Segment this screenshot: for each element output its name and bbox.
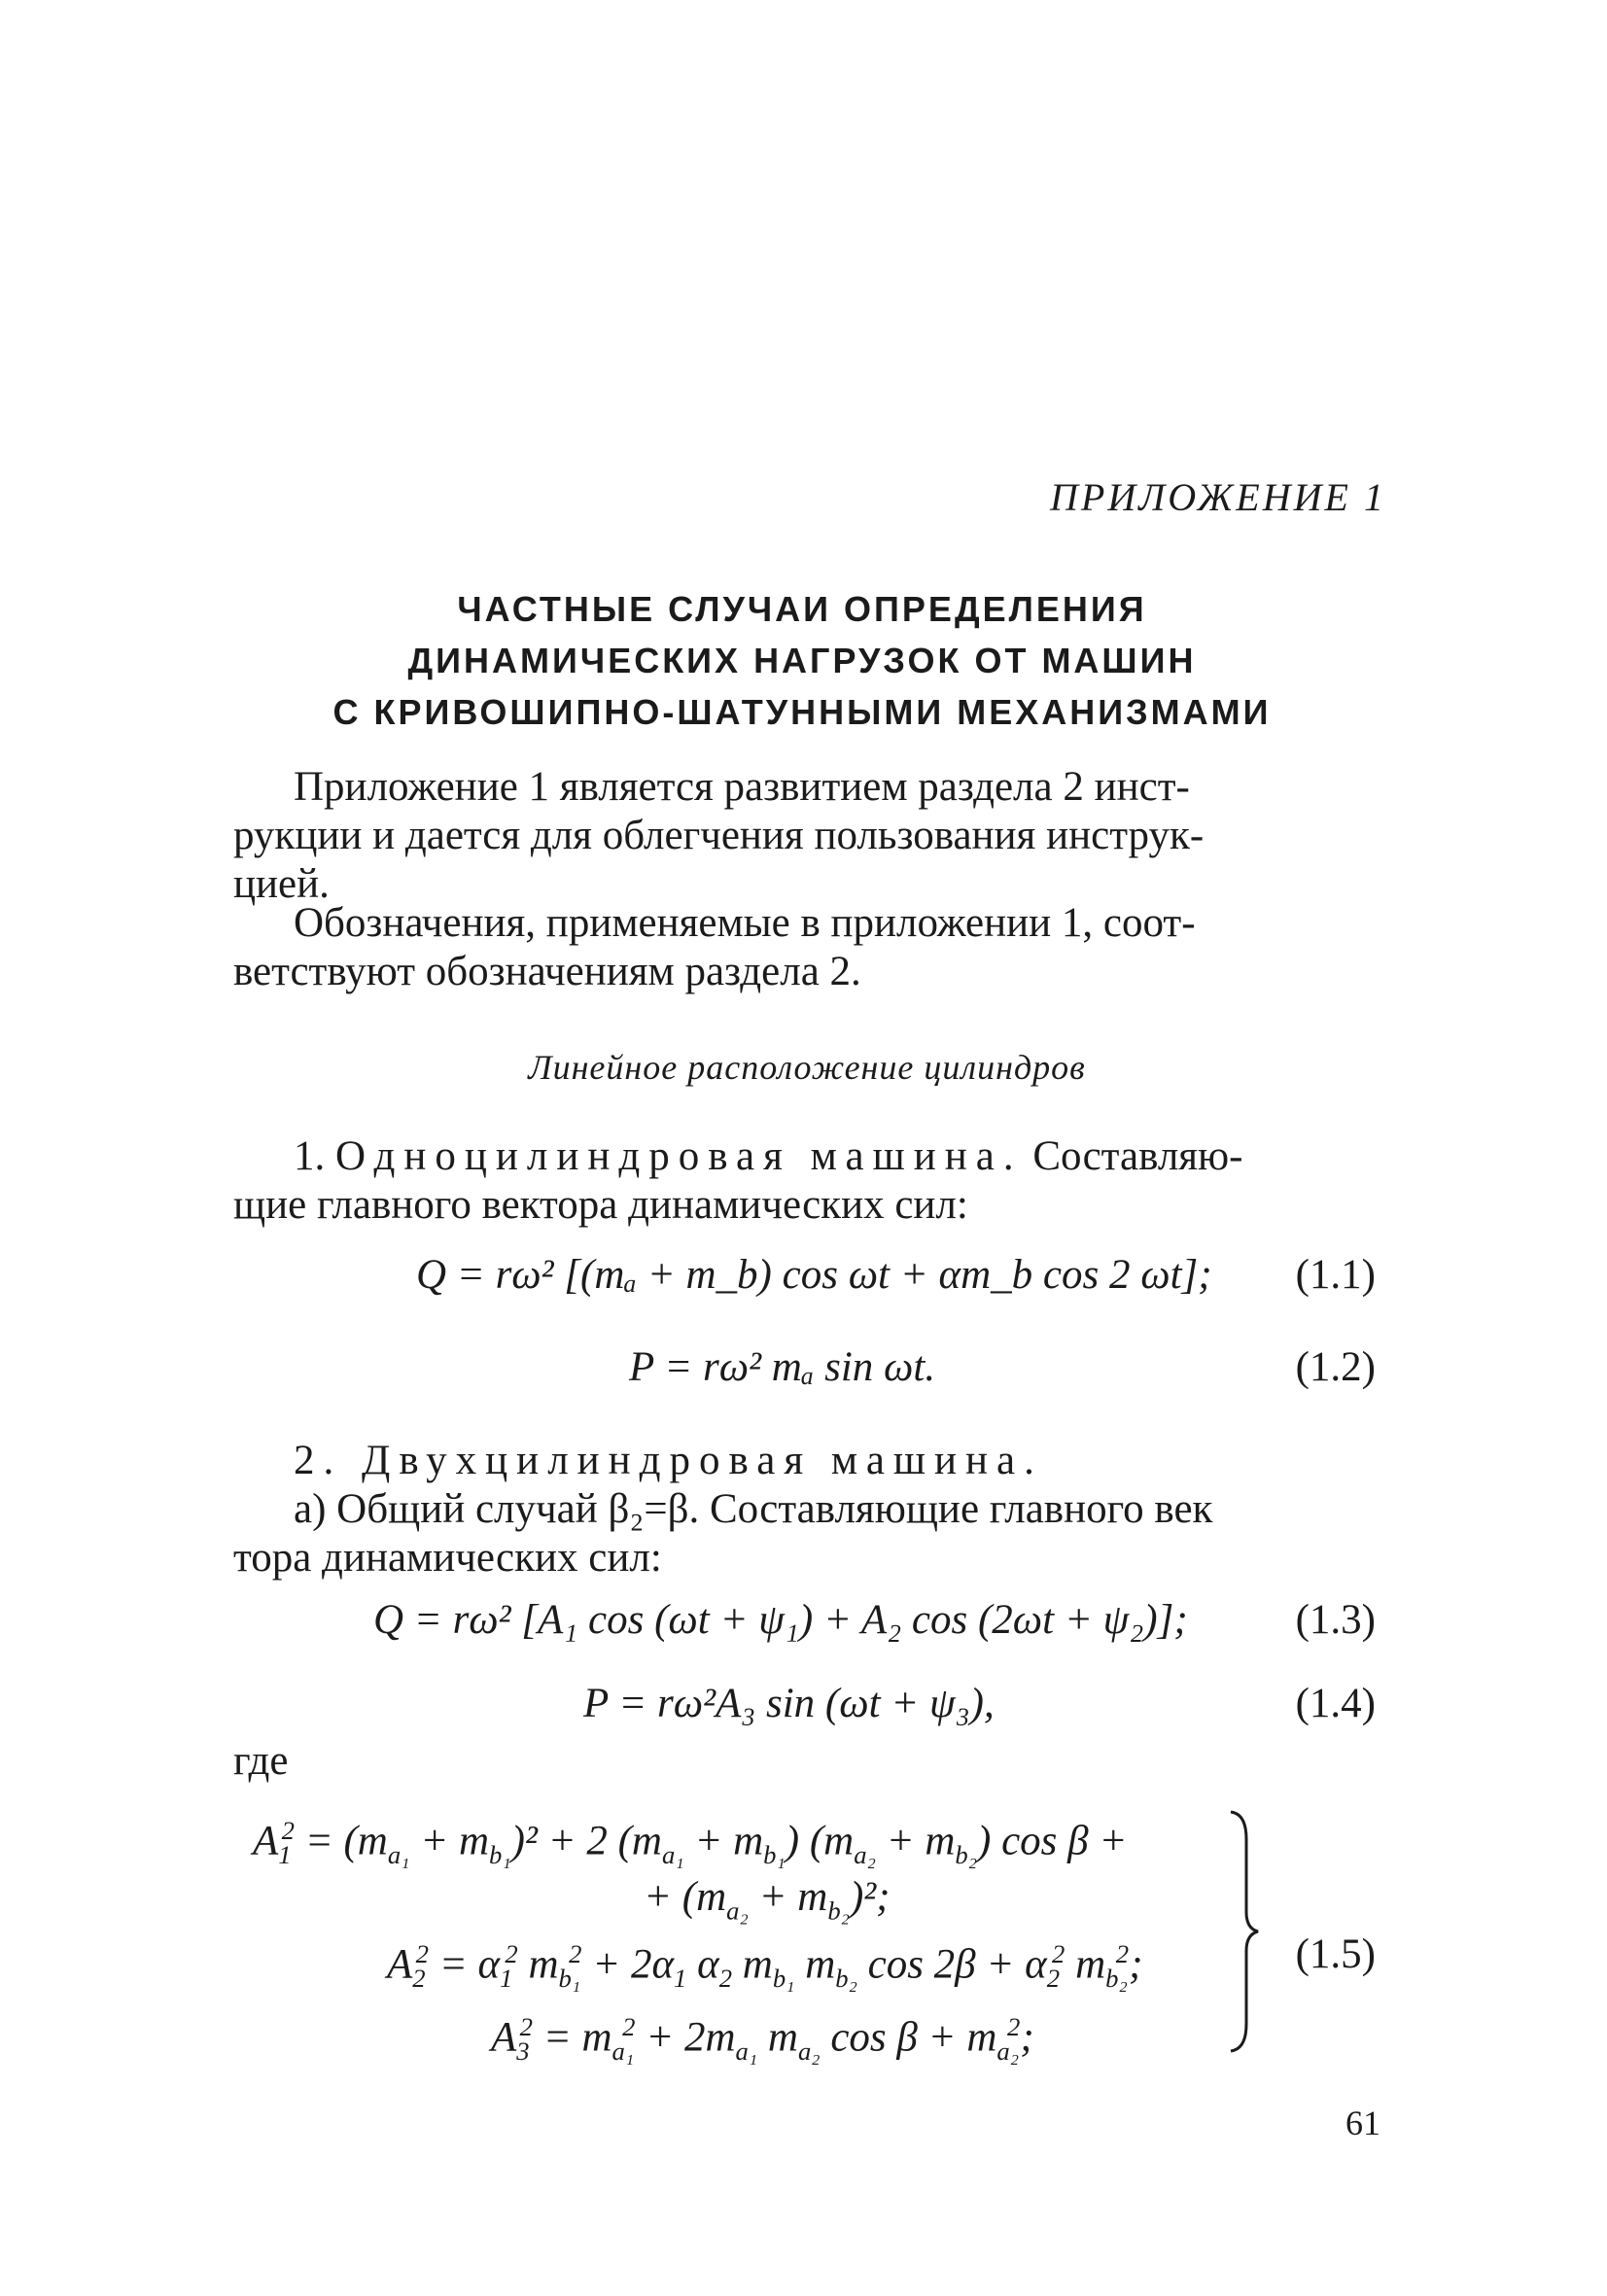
section-number: 1. [294, 1133, 326, 1179]
where-word: где [233, 1738, 289, 1784]
page-number: 61 [1345, 2104, 1380, 2142]
text-line: а) Общий случай β₂=β. Составляющие главного век [294, 1486, 1213, 1532]
equation-1-3: Q = rω² [A₁ cos (ωt + ψ₁) + A₂ cos (2ωt + ψ₂)]; [373, 1597, 1188, 1643]
section-2-heading: 2. Двухцилиндровая машина. [294, 1438, 1043, 1483]
section-name: Одноцилиндровая машина. [335, 1133, 1023, 1179]
chapter-title [224, 583, 1380, 738]
equation-1-2: P = rω² mₐ sin ωt. [629, 1344, 936, 1390]
equation-1-5-line-4: $A_3^2 = m_{a_1}^2 + 2m_{a_1}$ $m_{a_2}$ $\cos \beta + m_{a_2}^2$; [491, 2012, 1034, 2066]
equation-1-1: Q = rω² [(mₐ + m_b) cos ωt + αm_b cos 2 ωt]; [416, 1252, 1212, 1298]
text-line: Обозначения, применяемые в приложении 1, соот- [294, 900, 1196, 946]
subsection-heading: Линейное расположение цилиндров [528, 1048, 1086, 1087]
equation-number: (1.3) [1295, 1597, 1376, 1643]
equation-number: (1.1) [1295, 1252, 1376, 1298]
equation-1-5-line-2: + $(m_{a_2} + m_{b_2})^2$; [644, 1874, 891, 1926]
equation-1-5-line-1: $A_1^2 = (m_{a_1} + m_{b_1})^2 + 2$ $(m_{a_1} + m_{b_1}) (m_{a_2} + m_{b_2})$ cos β + [253, 1816, 1128, 1869]
section-1-heading-line [233, 1132, 1243, 1181]
title-line: ЧАСТНЫЕ СЛУЧАИ ОПРЕДЕЛЕНИЯ [457, 589, 1147, 629]
appendix-label: ПРИЛОЖЕНИЕ 1 [1050, 475, 1386, 519]
intro-paragraph-2 [233, 899, 1380, 996]
text-line: ветствуют обозначениям раздела 2. [233, 949, 861, 994]
equation-number: (1.5) [1295, 1931, 1376, 1977]
section-1 [233, 1132, 1243, 1230]
text-line: цией. [233, 861, 330, 907]
text-line: рукции и дается для облегчения пользования инструк- [233, 813, 1205, 858]
title-line: С КРИВОШИПНО-ШАТУННЫМИ МЕХАНИЗМАМИ [332, 692, 1272, 732]
equation-number: (1.2) [1295, 1344, 1376, 1390]
text-line: щие главного вектора динамических сил: [233, 1182, 968, 1228]
equation-1-4: P = rω²A₃ sin (ωt + ψ₃), [583, 1681, 995, 1726]
text-line: Приложение 1 является развитием раздела 2 инст- [294, 764, 1190, 810]
intro-paragraph-1 [233, 763, 1380, 909]
equation-1-5-line-3: $A_2^2 = \alpha_1^2$ $m_{b_1}^2 + 2\alpha_1$ $\alpha_2$ $m_{b_1}$ $m_{b_2}$ $\cos 2\beta + \alpha_2^2$ $m_{b_2}^2$; [387, 1939, 1143, 1993]
text-line: тора динамических сил: [233, 1535, 662, 1581]
section-text: Составляю- [1032, 1133, 1243, 1179]
title-line: ДИНАМИЧЕСКИХ НАГРУЗОК ОТ МАШИН [407, 641, 1197, 680]
section-2 [233, 1437, 1212, 1583]
equation-number: (1.4) [1295, 1681, 1376, 1726]
